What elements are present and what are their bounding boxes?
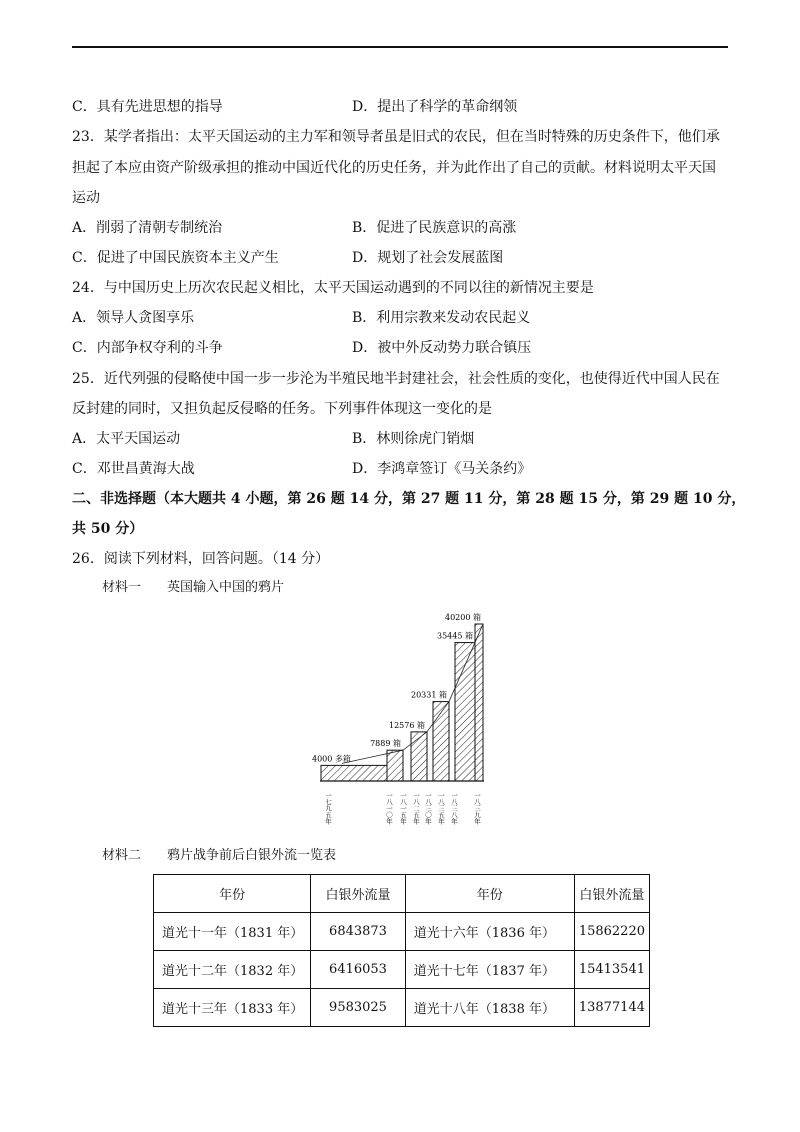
opium-import-chart <box>312 612 502 827</box>
table-cell: 13877144 <box>574 989 649 1027</box>
chart-x-tick-label: 一八三五年 <box>437 792 445 825</box>
q25-option-d: D．李鸿章签订《马关条约》 <box>352 461 532 477</box>
table-cell: 6843873 <box>311 913 406 951</box>
table-header-cell: 年份 <box>405 875 574 913</box>
table-cell: 道光十七年（1837 年） <box>405 951 574 989</box>
chart-x-tick-label: 一八三〇年 <box>424 792 432 825</box>
table-cell: 道光十一年（1831 年） <box>154 913 311 951</box>
q24-option-d: D．被中外反动势力联合镇压 <box>352 340 532 356</box>
table-cell: 15413541 <box>574 951 649 989</box>
chart-x-tick-label: 一七九五年 <box>324 792 332 825</box>
section-2-heading-line-2: 共 50 分） <box>72 521 144 537</box>
table-row <box>154 951 650 989</box>
table-row <box>154 913 650 951</box>
table-header-cell: 白银外流量 <box>311 875 406 913</box>
table-cell: 6416053 <box>311 951 406 989</box>
q24-option-a: A．领导人贪图享乐 <box>72 310 195 326</box>
chart-value-label: 40200 箱 <box>445 613 481 622</box>
chart-bar <box>321 765 387 781</box>
chart-x-tick-label: 一八三八年 <box>450 792 458 825</box>
q25-stem-line-1: 25．近代列强的侵略使中国一步一步沦为半殖民地半封建社会，社会性质的变化，也使得近代中国人民在 <box>72 371 720 387</box>
table-header-cell: 白银外流量 <box>574 875 649 913</box>
table-row <box>154 989 650 1027</box>
q23-stem-line-3: 运动 <box>72 190 100 206</box>
q24-stem: 24．与中国历史上历次农民起义相比，太平天国运动遇到的不同以往的新情况主要是 <box>72 280 594 296</box>
chart-x-tick-label: 一八一〇年 <box>385 792 393 825</box>
q23-stem-line-2: 担起了本应由资产阶级承担的推动中国近代化的历史任务，并为此作出了自己的贡献。材料说明太平天国 <box>72 160 716 176</box>
chart-value-label: 12576 箱 <box>389 720 425 730</box>
table-cell: 15862220 <box>574 913 649 951</box>
material-2-label: 材料二 鸦片战争前后白银外流一览表 <box>102 848 337 863</box>
q23-option-c: C．促进了中国民族资本主义产生 <box>72 250 279 266</box>
q23-option-d: D．规划了社会发展蓝图 <box>352 250 504 266</box>
chart-value-label: 35445 箱 <box>437 631 473 641</box>
table-cell: 道光十八年（1838 年） <box>405 989 574 1027</box>
table-cell: 道光十三年（1833 年） <box>154 989 311 1027</box>
table-cell: 9583025 <box>311 989 406 1027</box>
chart-bar <box>475 624 483 781</box>
chart-value-label: 4000 多箱 <box>312 754 351 764</box>
q26-stem: 26．阅读下列材料，回答问题。（14 分） <box>72 551 330 567</box>
chart-x-tick-label: 一八一五年 <box>399 792 407 825</box>
chart-value-label: 20331 箱 <box>411 690 447 700</box>
table-header-cell: 年份 <box>154 875 311 913</box>
q25-stem-line-2: 反封建的同时，又担负起反侵略的任务。下列事件体现这一变化的是 <box>72 401 492 417</box>
silver-outflow-table <box>153 874 650 1027</box>
chart-bar <box>433 702 449 781</box>
chart-bar <box>455 643 475 781</box>
q24-option-c: C．内部争权夺利的斗争 <box>72 340 223 356</box>
chart-bar <box>387 750 403 781</box>
q25-option-c: C．邓世昌黄海大战 <box>72 461 195 477</box>
section-2-heading-line-1: 二、非选择题（本大题共 4 小题，第 26 题 14 分，第 27 题 11 分，第 28 题 15 分，第 29 题 10 分， <box>72 491 746 507</box>
q23-option-a: A．削弱了清朝专制统治 <box>72 220 223 236</box>
q25-option-a: A．太平天国运动 <box>72 431 181 447</box>
chart-bar <box>411 732 427 781</box>
q23-option-b: B．促进了民族意识的高涨 <box>352 220 517 236</box>
chart-x-tick-label: 一八二五年 <box>412 792 420 825</box>
table-header-row <box>154 875 650 913</box>
q22-option-c: C．具有先进思想的指导 <box>72 99 223 115</box>
chart-x-tick-label: 一八三九年 <box>473 792 481 825</box>
table-cell: 道光十二年（1832 年） <box>154 951 311 989</box>
q23-stem-line-1: 23．某学者指出：太平天国运动的主力军和领导者虽是旧式的农民，但在当时特殊的历史条件下，他们承 <box>72 129 720 145</box>
q22-option-d: D．提出了科学的革命纲领 <box>352 99 518 115</box>
q24-option-b: B．利用宗教来发动农民起义 <box>352 310 531 326</box>
material-1-label: 材料一 英国输入中国的鸦片 <box>102 580 285 595</box>
q25-option-b: B．林则徐虎门销烟 <box>352 431 475 447</box>
chart-value-label: 7889 箱 <box>370 739 401 749</box>
table-cell: 道光十六年（1836 年） <box>405 913 574 951</box>
header-rule <box>72 46 728 48</box>
